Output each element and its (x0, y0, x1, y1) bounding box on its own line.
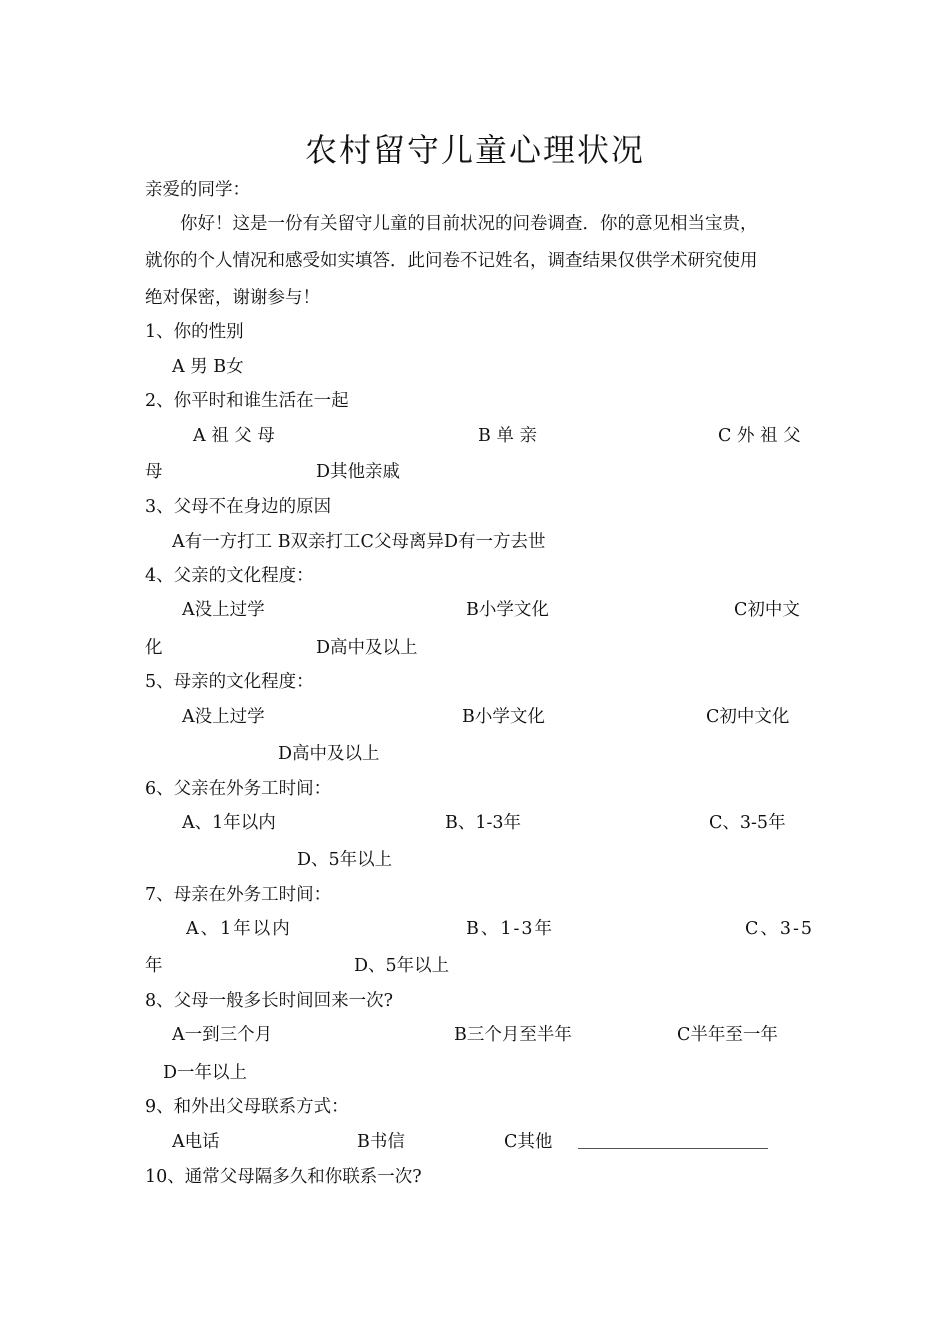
q8-option-a[interactable]: A一到三个月 (172, 1025, 273, 1045)
question-6: 6、父亲在外务工时间： (145, 779, 332, 799)
q6-option-a[interactable]: A、1年以内 (182, 813, 276, 833)
q7-option-a[interactable]: A、1年以内 (186, 919, 292, 939)
q8-option-c[interactable]: C半年至一年 (677, 1025, 778, 1045)
q3-options[interactable]: A有一方打工 B双亲打工C父母离异D有一方去世 (172, 532, 546, 552)
question-1: 1、你的性别 (145, 322, 244, 342)
q2-option-a[interactable]: A 祖 父 母 (193, 426, 275, 446)
q2-option-c[interactable]: C 外 祖 父 (718, 426, 801, 446)
q5-option-d[interactable]: D高中及以上 (278, 744, 380, 764)
intro-line: 绝对保密，谢谢参与！ (145, 288, 320, 308)
q1-options[interactable]: A 男 B女 (172, 357, 244, 377)
q4-option-d[interactable]: D高中及以上 (316, 638, 418, 658)
q8-option-d[interactable]: D一年以上 (163, 1063, 248, 1083)
q9-option-c[interactable]: C其他 (504, 1132, 553, 1152)
q4-option-c-cont[interactable]: 化 (145, 638, 163, 658)
q5-option-b[interactable]: B小学文化 (462, 707, 545, 727)
q7-option-c-cont[interactable]: 年 (145, 956, 163, 976)
question-2: 2、你平时和谁生活在一起 (145, 391, 349, 411)
q4-option-b[interactable]: B小学文化 (466, 600, 549, 620)
question-10: 10、通常父母隔多久和你联系一次? (145, 1167, 422, 1187)
q4-option-a[interactable]: A没上过学 (182, 600, 265, 620)
q2-option-d[interactable]: D其他亲戚 (316, 462, 401, 482)
q5-option-a[interactable]: A没上过学 (182, 707, 265, 727)
q8-option-b[interactable]: B三个月至半年 (454, 1025, 572, 1045)
intro-line: 就你的个人情况和感受如实填答．此问卷不记姓名，调查结果仅供学术研究使用 (145, 251, 758, 271)
q7-option-d[interactable]: D、5年以上 (354, 956, 450, 976)
q2-option-b[interactable]: B 单 亲 (478, 426, 537, 446)
question-7: 7、母亲在外务工时间： (145, 885, 332, 905)
question-8: 8、父母一般多长时间回来一次? (145, 991, 394, 1011)
q9-option-b[interactable]: B书信 (357, 1132, 405, 1152)
q6-option-b[interactable]: B、1-3年 (445, 813, 522, 833)
question-4: 4、父亲的文化程度： (145, 566, 314, 586)
question-9: 9、和外出父母联系方式： (145, 1097, 349, 1117)
q2-option-c-cont[interactable]: 母 (145, 462, 163, 482)
q5-option-c[interactable]: C初中文化 (706, 707, 790, 727)
question-3: 3、父母不在身边的原因 (145, 497, 332, 517)
page-title: 农村留守儿童心理状况 (304, 131, 645, 169)
q6-option-d[interactable]: D、5年以上 (297, 850, 393, 870)
intro-line: 你好！这是一份有关留守儿童的目前状况的问卷调查．你的意见相当宝贵， (180, 214, 758, 234)
q9-option-a[interactable]: A电话 (172, 1132, 220, 1152)
q9-other-blank[interactable] (578, 1148, 768, 1149)
question-5: 5、母亲的文化程度： (145, 672, 314, 692)
q7-option-b[interactable]: B、1-3年 (466, 919, 555, 939)
greeting: 亲爱的同学： (145, 180, 250, 200)
q6-option-c[interactable]: C、3-5年 (709, 813, 786, 833)
q7-option-c[interactable]: C、3-5 (745, 919, 815, 939)
q4-option-c[interactable]: C初中文 (734, 600, 800, 620)
